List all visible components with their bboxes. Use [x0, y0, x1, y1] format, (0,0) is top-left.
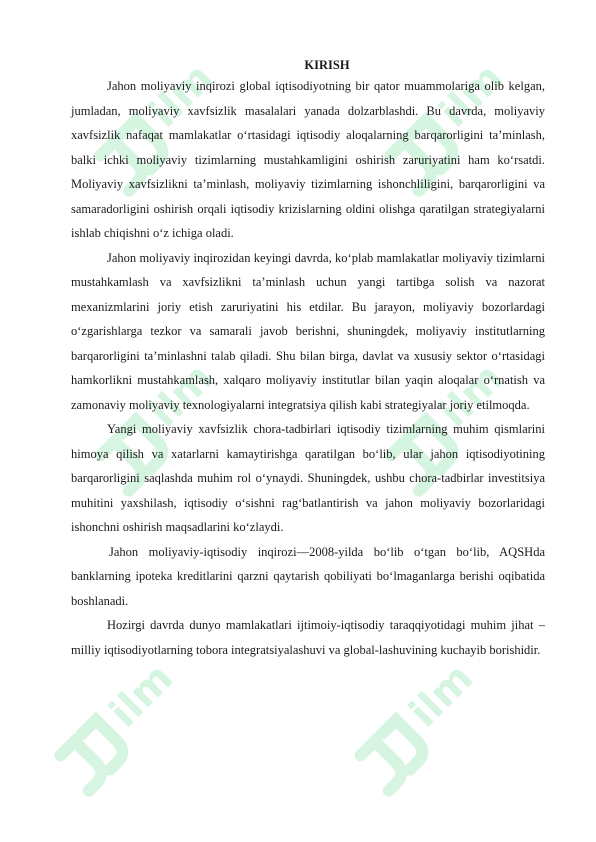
watermark-logo [351, 655, 487, 791]
watermark-logo [51, 655, 187, 791]
watermark-text: ilm [430, 54, 513, 137]
watermark-text: ilm [100, 654, 183, 737]
watermark-text: ilm [430, 354, 513, 437]
watermark-text: ilm [140, 354, 223, 437]
paragraph-5: Hozirgi davrda dunyo mamlakatlari ijtimoiy-iqtisodiy taraqqiyotidagi muhim jihat – milliy iqtisodiyotlarning tobora integratsiyalashuvi va global-lashuvining kuchayib borishidir. [71, 618, 545, 657]
paragraph-4: Jahon moliyaviy-iqtisodiy inqirozi—2008-yilda bo‘lib o‘tgan bo‘lib, AQSHda banklarning ipoteka kreditlarini qarzni qaytarish qobiliyati bo‘lmaganlarga berishi oqibatida boshlanadi. [71, 544, 545, 608]
paragraph-3: Yangi moliyaviy xavfsizlik chora-tadbirlari iqtisodiy tizimlarning muhim qismlarini himoya qilish va xatarlarni kamaytirishga qaratilgan bo‘lib, ular jahon iqtisodiyotining barqarorligini saqlashda muhim rol o‘ynaydi. Shuningdek, ushbu chora-tadbirlar investitsiya muhitini yaxshilash, iqtisodiy o‘sishni rag‘batlantirish va jahon moliyaviy bozorlaridagi ishonchni oshirish maqsadlarini ko‘zlaydi. [71, 422, 545, 534]
document-title: KIRISH [304, 58, 350, 72]
watermark-mark [57, 720, 128, 791]
document-page [71, 56, 545, 662]
paragraph-1: Jahon moliyaviy inqirozi global iqtisodiyotning bir qator muammolariga olib kelgan, jumladan, moliyaviy xavfsizlik masalalari yanada dolzarblashdi. Bu davrda, moliyaviy xavfsizlik nafaqat mamlakatlar o‘rtasidagi iqtisodiy aloqalarning barqarorligini ta’minlash, balki ichki moliyaviy tizimlarning mustahkamligini oshirish zaruriyatini ham ko‘rsatdi. Moliyaviy xavfsizlikni ta’minlash, moliyaviy tizimlarning ishonchliligini, barqarorligini va samaradorligini oshirish orqali iqtisodiy krizislarning oldini olishga qaratilgan strategiyalarni ishlab chiqishni o‘z ichiga oladi. [71, 79, 545, 240]
watermark-text: ilm [400, 654, 483, 737]
watermark-text: ilm [140, 54, 223, 137]
paragraph-2: Jahon moliyaviy inqirozidan keyingi davrda, ko‘plab mamlakatlar moliyaviy tizimlarni mustahkamlash va xavfsizlikni ta’minlash uchun yangi tartibga solish va nazorat mexanizmlarini joriy etish zaruriyatini his etdilar. Bu jarayon, moliyaviy bozorlardagi o‘zgarishlarga tezkor va samarali javob berishni, shuningdek, moliyaviy institutlarning barqarorligini ta’minlashni talab qiladi. Shu bilan birga, davlat va xususiy sektor o‘rtasidagi hamkorlikni mustahkamlash, xalqaro moliyaviy institutlar bilan yaqin aloqalar o‘rnatish va zamonaviy moliyaviy texnologiyalarni integratsiya qilish kabi strategiyalar joriy etilmoqda. [71, 250, 545, 412]
watermark-mark [357, 720, 428, 791]
